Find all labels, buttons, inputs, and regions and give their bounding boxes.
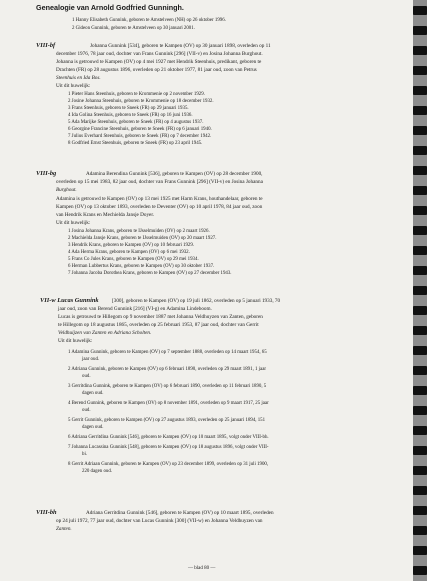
list-item-continuation: jaar oud. — [82, 357, 100, 362]
entry-text: op 24 juli 1972, 77 jaar oud, dochter van Lucas Gunnink [300] (VII-w) en Johanna Veldhuyzen van — [56, 518, 263, 524]
entry-text: Johanna is getrouwd te Kampen (OV) op 4 mei 1927 met Hendrik Steenhuis, predikant, geboren te — [56, 59, 262, 65]
binder-ring — [413, 226, 427, 235]
list-item: 1 Pieter Hans Steenhuis, geboren te Krommenie op 2 november 1929. — [68, 92, 205, 97]
list-item: 7 Johanna Jacoba Dorothea Krans, geboren te Kampen (OV) op 27 december 1943. — [68, 271, 232, 276]
list-item: 8 Gerrit Adriaan Gunnink, geboren te Kampen (OV) op 23 december 1899, overleden op 31 juli 1900, — [68, 462, 269, 467]
list-item: 6 Herman Lubbertus Krans, geboren te Kampen (OV) op 30 oktober 1937. — [68, 264, 215, 269]
generation-label: VIII-bf — [36, 42, 56, 49]
page-footer: — blad 80 — — [188, 566, 216, 571]
list-item: 6 Georgine Francine Steenhuis, geboren te Sneek (FR) op 6 januari 1940. — [68, 127, 212, 132]
binder-ring — [413, 306, 427, 315]
binder-ring — [413, 206, 427, 215]
binder-ring — [413, 346, 427, 355]
binder-ring — [413, 246, 427, 255]
binder-ring — [413, 466, 427, 475]
list-item: 2 Gideon Gunnink, geboren te Amstelveen op 30 januari 2001. — [72, 26, 195, 31]
binder-ring — [413, 526, 427, 535]
binder-ring — [413, 86, 427, 95]
list-item: 4 Ida Golina Steenhuis, geboren te Sneek (FR) op 16 juni 1936. — [68, 113, 193, 118]
entry-text: [300], geboren te Kampen (OV) op 19 juli 1862, overleden op 5 januari 1933, 70 — [112, 298, 281, 304]
list-item: 2 Josine Johanna Steenhuis, geboren te Krommenie op 18 december 1932. — [68, 99, 214, 104]
entry-text: te Hillegom op 18 augustus 1865, overleden op 25 februari 1953, 87 jaar oud, dochter van Gerrit — [58, 322, 259, 328]
list-item: 1 Adamina Gunnink, geboren te Kampen (OV) op 7 september 1888, overleden op 14 maart 1954, 65 — [68, 350, 267, 355]
binder-ring — [413, 386, 427, 395]
list-item: 4 Ada Herma Krans, geboren te Kampen (OV) op 6 mei 1932. — [68, 250, 190, 255]
list-item-continuation: oud. — [82, 408, 91, 413]
binder-ring — [413, 46, 427, 55]
binder-ring — [413, 406, 427, 415]
list-item: 7 Julius Everhard Steenhuis, geboren te Sneek (FR) op 7 december 1942. — [68, 134, 212, 139]
list-item-continuation: dagen oud. — [82, 425, 104, 430]
entry-text: Johanna Gunnink [534], geboren te Kampen (OV) op 30 januari 1898, overleden op 11 — [90, 43, 271, 49]
generation-label: VIII-bh — [36, 509, 57, 516]
list-item: 5 Ada Marijke Steenhuis, geboren te Sneek (FR) op 4 augustus 1937. — [68, 120, 204, 125]
binder-ring — [413, 266, 427, 275]
binder-ring — [413, 486, 427, 495]
entry-text: Adamina is getrouwd te Kampen (OV) op 13 mei 1925 met Harm Krans, houthandelaar, geboren te — [56, 196, 263, 202]
binder-ring — [413, 66, 427, 75]
list-item: 5 Frans Co Jules Krans, geboren te Kampen (OV) op 29 mei 1934. — [68, 257, 199, 262]
entry-text: Veldhuijzen van Zanten en Adriana Scholten. — [58, 330, 152, 336]
entry-text: Steenhuis en Ida Bos. — [56, 75, 101, 81]
entry-text: Drachten (FR) op 28 augustus 1896, overleden op 21 oktober 1977, 81 jaar oud, zoon van Petrus — [56, 67, 257, 73]
binder-ring — [413, 446, 427, 455]
binder-ring — [413, 106, 427, 115]
entry-text: Uit dit huwelijk: — [56, 220, 91, 226]
list-item: 2 Machielda Jansje Krans, geboren te IJsselmuiden (OV) op 20 maart 1927. — [68, 236, 217, 241]
binder-ring — [413, 366, 427, 375]
list-item-continuation: oud. — [82, 374, 91, 379]
binder-ring — [413, 26, 427, 35]
binder-ring — [413, 146, 427, 155]
list-item: 2 Adriana Gunnink, geboren te Kampen (OV) op 6 februari 1890, overleden op 29 maart 1891, 1 jaar — [68, 367, 267, 372]
list-item: 7 Johanna Lucassina Gunnink [548], geboren te Kampen (OV) op 18 augustus 1896, volgt onder VIII- — [68, 445, 269, 450]
list-item: 3 Hendrik Krans, geboren te Kampen (OV) op 10 februari 1929. — [68, 243, 195, 248]
list-item: 1 Josina Johanna Krans, geboren te IJsselmuiden (OV) op 2 maart 1926. — [68, 229, 210, 234]
entry-text: Uit dit huwelijk: — [58, 338, 93, 344]
list-item: 3 Frans Steenhuis, geboren te Sneek (FR) op 29 januari 1935. — [68, 106, 189, 111]
list-item: 1 Hanny Elisabeth Gunnink, geboren te Amstelveen (NH) op 26 oktober 1996. — [72, 18, 226, 23]
binder-ring — [413, 6, 427, 15]
list-item: 8 Godfried Ernst Steenhuis, geboren te Sneek (FR) op 23 april 1945. — [68, 141, 203, 146]
binder-ring — [413, 506, 427, 515]
list-item: 5 Gerrit Gunnink, geboren te Kampen (OV) op 27 augustus 1893, overleden op 25 januari 1894, 151 — [68, 418, 266, 423]
entry-text: Adriana Gerritdina Gunnink [546], geboren te Kampen (OV) op 10 maart 1895, overleden — [86, 510, 274, 516]
entry-text: jaar oud, zoon van Berend Gunnink [216] (VI-g) en Adamina Lindeboom. — [58, 306, 212, 312]
binder-ring — [413, 546, 427, 555]
entry-text: december 1976, 78 jaar oud, dochter van Frans Gunnink [296] (VII-v) en Josina Johanna Burghout. — [56, 51, 263, 57]
entry-text: Kampen (OV) op 13 oktober 1893, overleden te Deventer (OV) op 10 april 1978, 84 jaar oud, zoon — [56, 204, 263, 210]
binder-ring — [413, 566, 427, 575]
list-item: 3 Gerritdina Gunnink, geboren te Kampen (OV) op 6 februari 1890, overleden op 11 februari 1890, 5 — [68, 384, 267, 389]
binder-ring — [413, 126, 427, 135]
entry-text: Burghout. — [56, 187, 77, 193]
binder-ring — [413, 426, 427, 435]
entry-text: van Hendrik Krans en Mechielda Jansje Doyer. — [56, 212, 155, 218]
entry-text: Zanten. — [56, 526, 72, 532]
binder-ring — [413, 166, 427, 175]
generation-label: VIII-bg — [36, 170, 57, 177]
list-item: 4 Berend Gunnink, geboren te Kampen (OV) op 8 november 1891, overleden op 9 maart 1917, 25 jaar — [68, 401, 269, 406]
list-item-continuation: dagen oud. — [82, 391, 104, 396]
list-item-continuation: bi. — [82, 452, 88, 457]
entry-text: overleden op 15 mei 1983, 82 jaar oud, dochter van Frans Gunnink [296] (VII-v) en Josina Johanna — [56, 179, 263, 185]
list-item-continuation: 220 dagen oud. — [82, 469, 113, 474]
generation-label: VII-w Lucas Gunnink — [40, 297, 99, 304]
list-item: 6 Adriana Gerritdina Gunnink [546], geboren te Kampen (OV) op 10 maart 1895, volgt onder VIII-bh. — [68, 435, 269, 440]
entry-text: Lucas is getrouwd te Hillegom op 9 november 1887 met Johanna Veldhuyzen van Zanten, geboren — [58, 314, 263, 320]
binder-ring — [413, 286, 427, 295]
page-title: Genealogie van Arnold Godfried Gunningh. — [36, 3, 184, 12]
binder-ring — [413, 186, 427, 195]
binder-ring — [413, 326, 427, 335]
entry-text: Uit dit huwelijk: — [56, 83, 91, 89]
entry-text: Adamina Berendina Gunnink [536], geboren te Kampen (OV) op 28 december 1900, — [86, 171, 263, 177]
